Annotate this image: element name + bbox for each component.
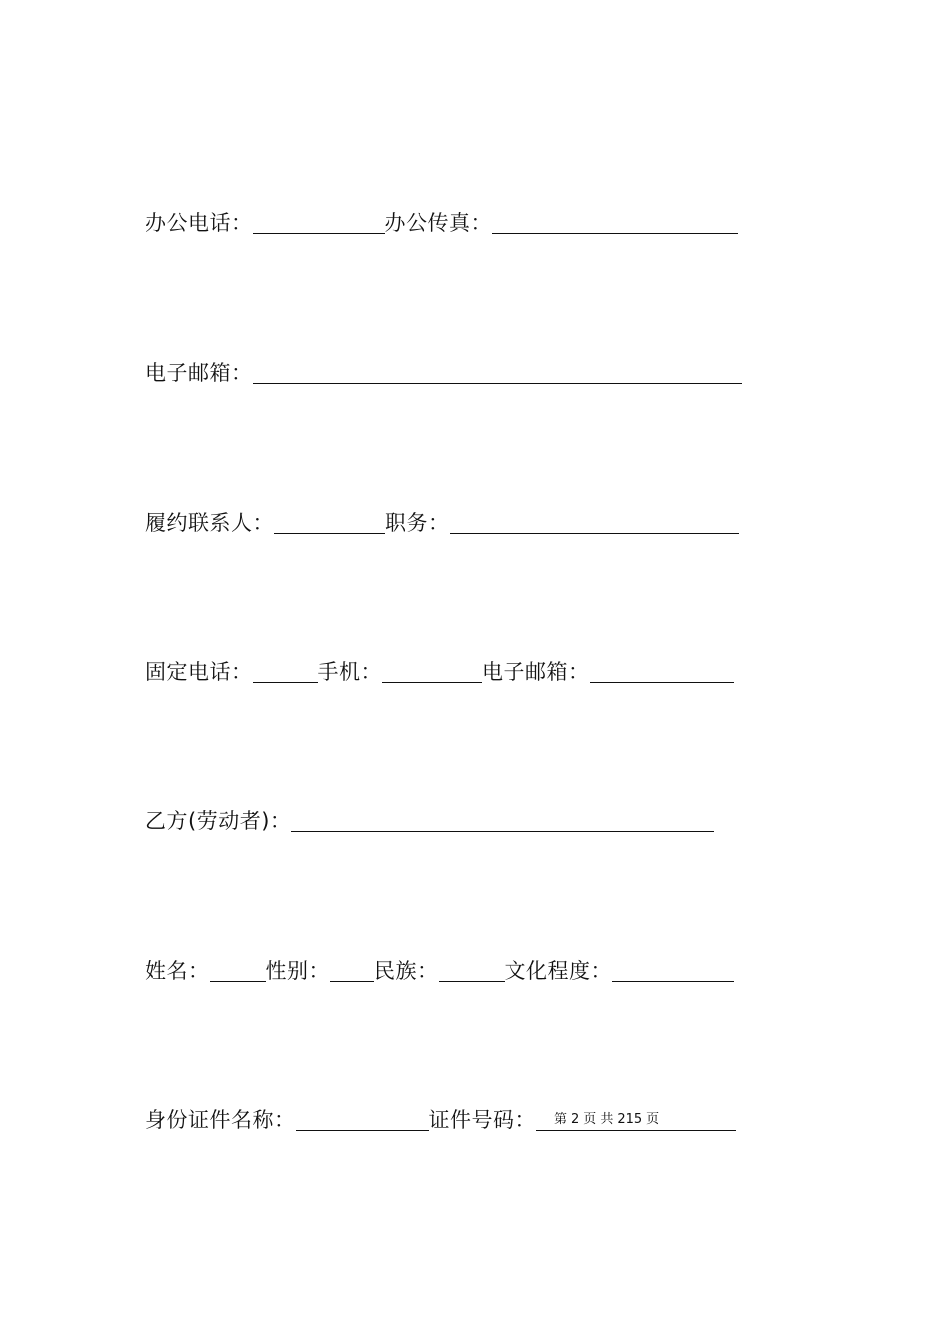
phone-row xyxy=(145,657,734,687)
office-phone-label: 办公电话： xyxy=(145,211,253,235)
office-fax-label: 办公传真： xyxy=(384,211,492,235)
ethnicity-field[interactable] xyxy=(439,957,505,982)
page-footer xyxy=(554,1112,663,1128)
id-number-field[interactable] xyxy=(536,1106,736,1131)
page-word: 页 xyxy=(583,1112,597,1127)
gender-label: 性别： xyxy=(265,959,330,983)
name-label: 姓名： xyxy=(145,959,210,983)
landline-label: 固定电话： xyxy=(145,660,253,684)
email-label: 电子邮箱： xyxy=(145,361,253,385)
party-b-row xyxy=(145,806,714,836)
party-b-label: 乙方(劳动者)： xyxy=(145,809,292,833)
gender-field[interactable] xyxy=(330,957,374,982)
office-fax-field[interactable] xyxy=(492,209,738,234)
office-phone-field[interactable] xyxy=(253,209,385,234)
mobile-field[interactable] xyxy=(382,658,482,683)
personal-info-row xyxy=(145,956,734,986)
office-contact-row xyxy=(145,208,738,238)
total-suffix: 页 xyxy=(646,1112,660,1127)
id-number-label: 证件号码： xyxy=(428,1108,536,1132)
performance-contact-row xyxy=(145,508,739,538)
id-type-field[interactable] xyxy=(296,1106,429,1131)
email-field[interactable] xyxy=(253,359,742,384)
position-label: 职务： xyxy=(385,511,450,535)
contact-person-field[interactable] xyxy=(274,509,385,534)
landline-field[interactable] xyxy=(253,658,318,683)
mobile-label: 手机： xyxy=(317,660,382,684)
current-page-number: 2 xyxy=(571,1112,580,1127)
ethnicity-label: 民族： xyxy=(374,959,439,983)
contact-email-field[interactable] xyxy=(590,658,734,683)
id-document-row xyxy=(145,1105,736,1135)
id-type-label: 身份证件名称： xyxy=(145,1108,296,1132)
name-field[interactable] xyxy=(210,957,266,982)
email-row xyxy=(145,358,742,388)
education-label: 文化程度： xyxy=(504,959,612,983)
position-field[interactable] xyxy=(450,509,739,534)
education-field[interactable] xyxy=(612,957,734,982)
contact-person-label: 履约联系人： xyxy=(145,511,274,535)
total-page-count: 215 xyxy=(617,1112,643,1127)
contact-email-label: 电子邮箱： xyxy=(482,660,590,684)
total-prefix: 共 xyxy=(600,1112,614,1127)
page-prefix: 第 xyxy=(554,1112,568,1127)
party-b-field[interactable] xyxy=(291,807,714,832)
